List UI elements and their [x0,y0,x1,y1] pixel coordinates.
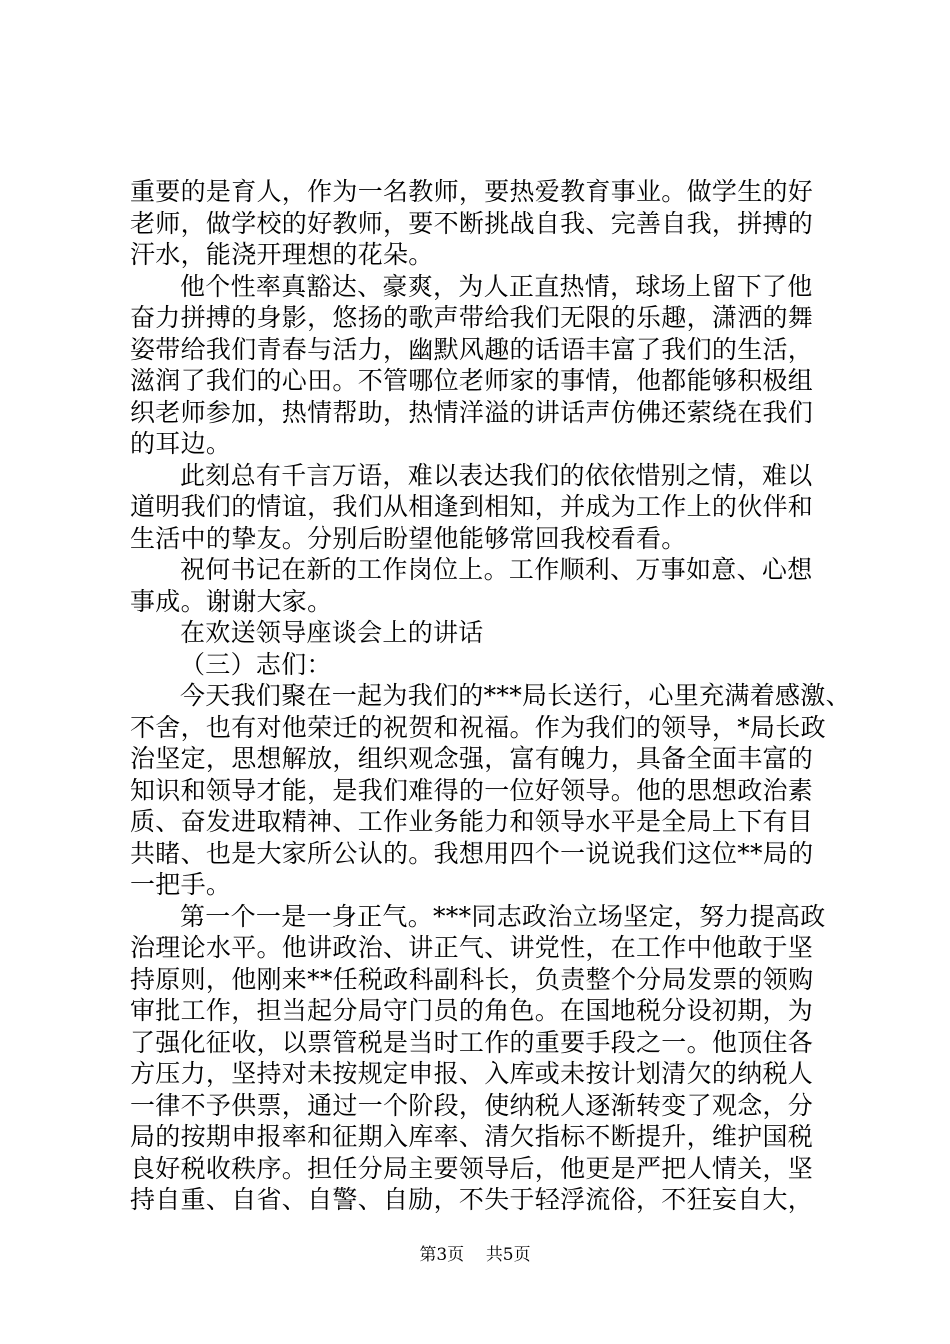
footer-separator [470,1244,481,1266]
text-line: 持自重、自省、自警、自励，不失于轻浮流俗，不狂妄自大， [130,1185,814,1214]
text-line: 质、奋发进取精神、工作业务能力和领导水平是全局上下有目 [130,807,814,836]
page-number: 第3页 [419,1245,465,1265]
text-line: 第一个一是一身正气。***同志政治立场坚定，努力提高政 [180,901,826,931]
text-line: 此刻总有千言万语，难以表达我们的依依惜别之情，难以 [180,460,813,490]
text-line: 重要的是育人，作为一名教师，要热爱教育事业。做学生的好 [130,177,814,206]
text-line: 治坚定，思想解放，组织观念强，富有魄力，具备全面丰富的 [130,744,814,773]
text-line: 局的按期申报率和征期入库率、清欠指标不断提升，维护国税 [130,1122,814,1151]
text-line: 一律不予供票，通过一个阶段，使纳税人逐渐转变了观念，分 [130,1090,814,1120]
text-line: 祝何书记在新的工作岗位上。工作顺利、万事如意、心想 [180,555,813,584]
page-total: 共5页 [485,1245,531,1265]
text-line: 方压力，坚持对未按规定申报、入库或未按计划清欠的纳税人 [130,1059,814,1088]
text-line: 老师，做学校的好教师，要不断挑战自我、完善自我，拼搏的 [130,208,814,238]
text-line: 姿带给我们青春与活力，幽默风趣的话语丰富了我们的生活， [130,334,814,364]
text-line: 共睹、也是大家所公认的。我想用四个一说说我们这位**局的 [130,838,814,868]
text-line: 持原则，他刚来**任税政科副科长，负责整个分局发票的领购 [130,964,814,994]
text-line: 织老师参加，热情帮助，热情洋溢的讲话声仿佛还萦绕在我们 [130,397,814,427]
text-line: 良好税收秩序。担任分局主要领导后，他更是严把人情关，坚 [130,1153,814,1183]
text-line: （三）志们： [180,649,332,679]
text-line: 今天我们聚在一起为我们的***局长送行，心里充满着感激、 [180,681,851,710]
text-line: 生活中的挚友。分别后盼望他能够常回我校看看。 [130,523,687,553]
text-line: 了强化征收，以票管税是当时工作的重要手段之一。他顶住各 [130,1027,814,1057]
text-line: 他个性率真豁达、豪爽，为人正直热情，球场上留下了他 [180,271,813,301]
text-line: 不舍，也有对他荣迁的祝贺和祝福。作为我们的领导，*局长政 [130,712,826,742]
text-line: 滋润了我们的心田。不管哪位老师家的事情，他都能够积极组 [130,366,814,395]
text-line: 审批工作，担当起分局守门员的角色。在国地税分设初期，为 [130,996,814,1025]
page-footer [0,1244,950,1266]
text-line: 治理论水平。他讲政治、讲正气、讲党性，在工作中他敢于坚 [130,933,814,962]
text-line: 汗水，能浇开理想的花朵。 [130,240,434,269]
text-line: 知识和领导才能，是我们难得的一位好领导。他的思想政治素 [130,775,814,805]
document-body [130,176,851,1216]
text-line: 的耳边。 [130,429,232,458]
text-line: 道明我们的情谊，我们从相逢到相知，并成为工作上的伙伴和 [130,492,814,521]
text-line: 一把手。 [130,870,232,899]
text-line: 事成。谢谢大家。 [130,586,333,616]
text-line: 在欢送领导座谈会上的讲话 [180,618,484,647]
text-line: 奋力拼搏的身影，悠扬的歌声带给我们无限的乐趣，潇洒的舞 [130,303,814,332]
